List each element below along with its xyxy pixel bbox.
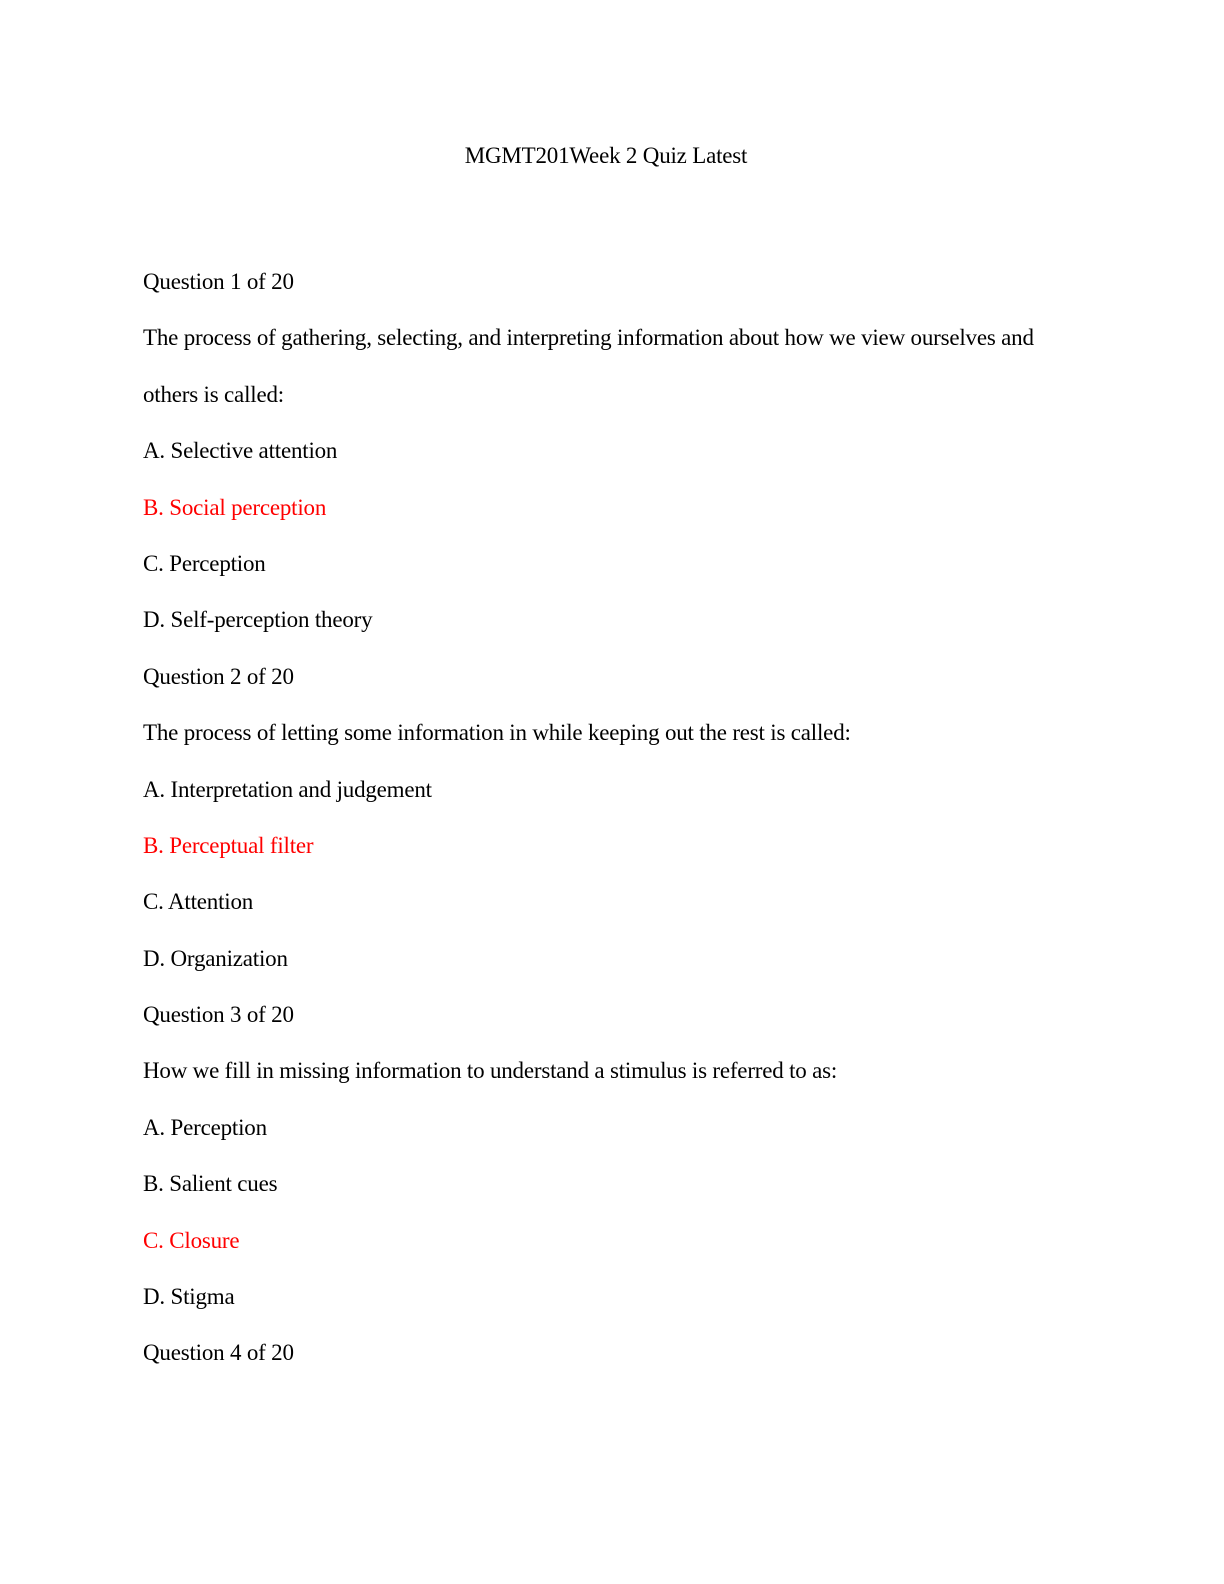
question-4-heading: Question 4 of 20 bbox=[143, 1340, 294, 1366]
question-3-option-a: A. Perception bbox=[143, 1114, 267, 1140]
question-3-option-d: D. Stigma bbox=[143, 1284, 235, 1310]
question-1-heading: Question 1 of 20 bbox=[143, 269, 294, 294]
question-2-prompt: The process of letting some information in while keeping out the rest is called: bbox=[143, 720, 851, 746]
document-title: MGMT201Week 2 Quiz Latest bbox=[464, 143, 748, 168]
question-2-option-b-correct: B. Perceptual filter bbox=[143, 832, 314, 858]
question-1-prompt-line-2: others is called: bbox=[143, 381, 284, 407]
question-3-option-c-correct: C. Closure bbox=[143, 1227, 240, 1253]
question-2-option-a: A. Interpretation and judgement bbox=[143, 776, 432, 802]
question-1-option-c: C. Perception bbox=[143, 550, 266, 576]
question-2-heading: Question 2 of 20 bbox=[143, 663, 294, 689]
question-1-option-a: A. Selective attention bbox=[143, 438, 338, 464]
question-1-prompt-line-1: The process of gathering, selecting, and interpreting information about how we view ourselves and bbox=[143, 325, 1034, 351]
question-1-option-d: D. Self-perception theory bbox=[143, 607, 373, 633]
document-body bbox=[143, 254, 1043, 1382]
question-3-option-b: B. Salient cues bbox=[143, 1171, 278, 1197]
question-3-heading: Question 3 of 20 bbox=[143, 1002, 294, 1028]
question-2-option-d: D. Organization bbox=[143, 945, 288, 971]
question-2-option-c: C. Attention bbox=[143, 889, 254, 915]
question-3-prompt: How we fill in missing information to understand a stimulus is referred to as: bbox=[143, 1058, 838, 1084]
question-1-option-b-correct: B. Social perception bbox=[143, 494, 327, 520]
